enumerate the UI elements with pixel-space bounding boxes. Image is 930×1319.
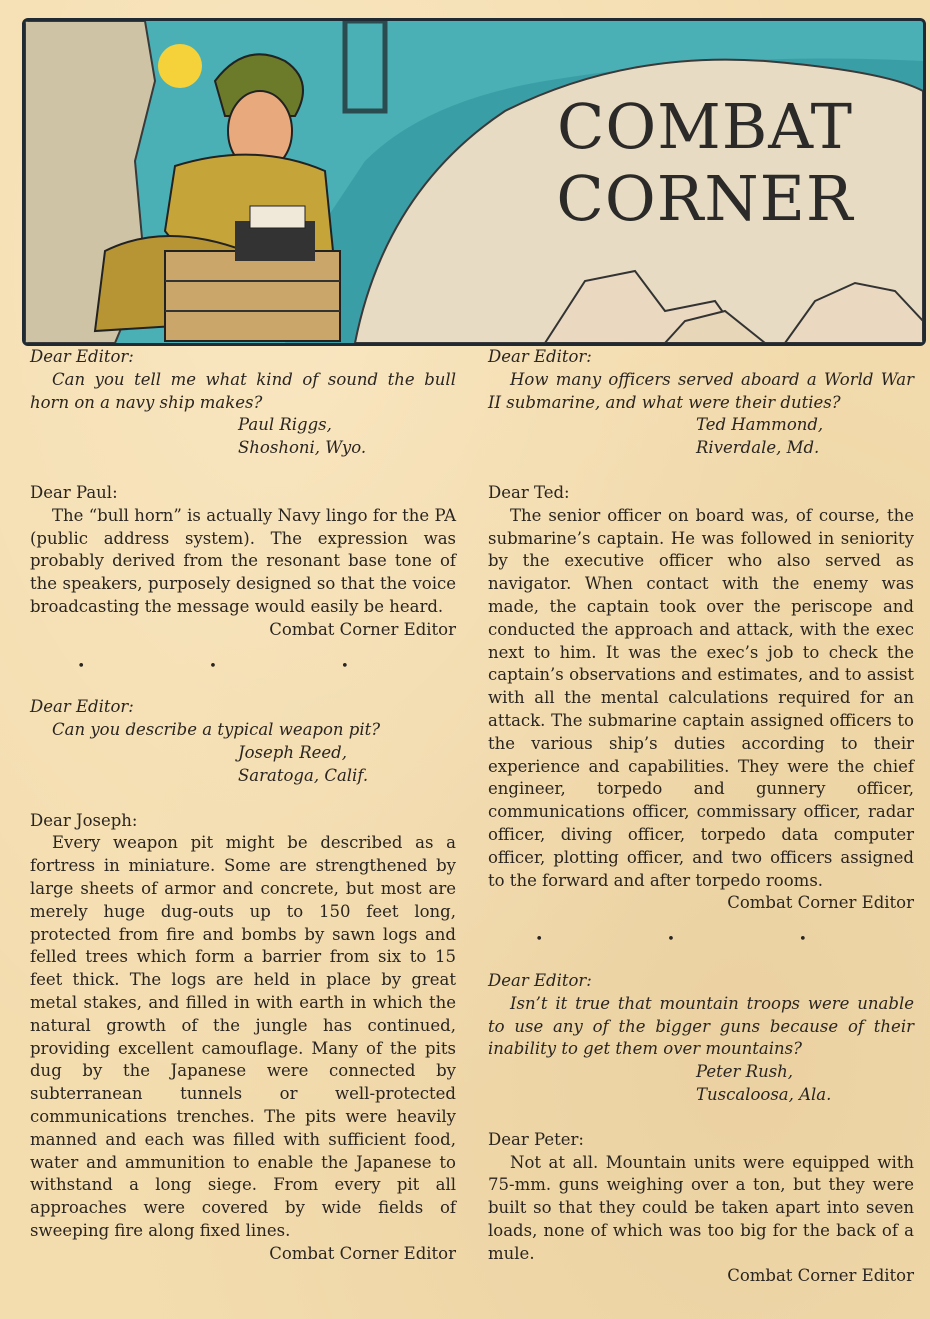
letter-question: Can you describe a typical weapon pit? — [52, 720, 381, 740]
reply-answer: Not at all. Mountain units were equipped with 75-mm. guns weighing over a ton, but they were built so that they could be taken apart into seven loads, none of which was too big for the back of a mule. — [488, 1152, 914, 1263]
header-banner — [22, 18, 926, 346]
letter-block — [488, 970, 914, 1288]
letter-location: Shoshoni, Wyo. — [238, 438, 367, 458]
letter-block — [30, 696, 456, 1265]
letter-author: Paul Riggs, — [238, 415, 332, 435]
letter-question: Isn’t it true that mountain troops were unable to use any of the bigger guns because of their inability to get them over mountains? — [488, 993, 914, 1059]
reply-greeting: Dear Paul: — [30, 482, 118, 502]
letter-location: Saratoga, Calif. — [238, 765, 369, 785]
letter-greeting: Dear Editor: — [30, 697, 134, 717]
reply-answer: The “bull horn” is actually Navy lingo for the PA (public address system). The expression was probably derived from the resonant base tone of the speakers, purposely designed so that the voice broadcasting the message would easily be heard. — [30, 505, 456, 616]
separator-dots: • • • — [77, 658, 409, 674]
title-line-1: COMBAT — [556, 90, 854, 163]
reply-signoff: Combat Corner Editor — [269, 1243, 456, 1263]
letter-question: Can you tell me what kind of sound the bull horn on a navy ship makes? — [30, 369, 456, 412]
letter-greeting: Dear Editor: — [488, 970, 592, 990]
reply-signoff: Combat Corner Editor — [269, 619, 456, 639]
letter-location: Tuscaloosa, Ala. — [696, 1084, 832, 1104]
page-title — [495, 91, 915, 235]
letter-block — [488, 346, 914, 915]
letter-block — [30, 346, 456, 642]
letter-location: Riverdale, Md. — [696, 438, 820, 458]
reply-signoff: Combat Corner Editor — [727, 893, 914, 913]
letter-author: Peter Rush, — [696, 1062, 794, 1082]
letter-author: Ted Hammond, — [696, 415, 824, 435]
letter-greeting: Dear Editor: — [488, 347, 592, 366]
letter-greeting: Dear Editor: — [30, 347, 134, 366]
separator-dots: • • • — [535, 932, 867, 948]
left-column — [30, 346, 456, 1265]
reply-signoff: Combat Corner Editor — [727, 1266, 914, 1286]
right-column — [488, 346, 914, 1288]
title-line-2: CORNER — [556, 162, 854, 235]
letter-author: Joseph Reed, — [238, 742, 347, 762]
reply-answer: Every weapon pit might be described as a fortress in miniature. Some are strengthened by large sheets of armor and concrete, but most are merely huge dug-outs up to 150 feet long, protected from fire and bombs by sawn logs and felled trees which form a barrier from six to 15 feet thick. The logs are held in place by great metal stakes, and filled in with earth in which the natural growth of the jungle has continued, providing excellent camouflage. Many of the pits dug by the Japanese were connected by subterranean tunnels or well-protected communications trenches. The pits were heavily manned and each was filled with sufficient food, water and ammunition to enable the Japanese to withstand a long siege. From every pit all approaches were covered by wide fields of sweeping fire along fixed lines. — [30, 833, 456, 1240]
reply-greeting: Dear Joseph: — [30, 810, 138, 830]
reply-greeting: Dear Peter: — [488, 1129, 584, 1149]
reply-greeting: Dear Ted: — [488, 482, 570, 502]
letter-question: How many officers served aboard a World War II submarine, and what were their duties? — [488, 369, 914, 412]
reply-answer: The senior officer on board was, of course, the submarine’s captain. He was followed in seniority by the executive officer who also served as navigator. When contact with the enemy was made, the captain took over the periscope and conducted the approach and attack, with the exec next to him. It was the exec’s job to check the captain’s observations and estimates, and to assist with all the mental calculations required for an attack. The submarine captain assigned officers to the various ship’s duties according to their experience and capabilities. They were the chief engineer, torpedo and gunnery officer, communications officer, commissary officer, radar officer, diving officer, torpedo data computer officer, plotting officer, and two officers assigned to the forward and after torpedo rooms. — [488, 505, 914, 890]
